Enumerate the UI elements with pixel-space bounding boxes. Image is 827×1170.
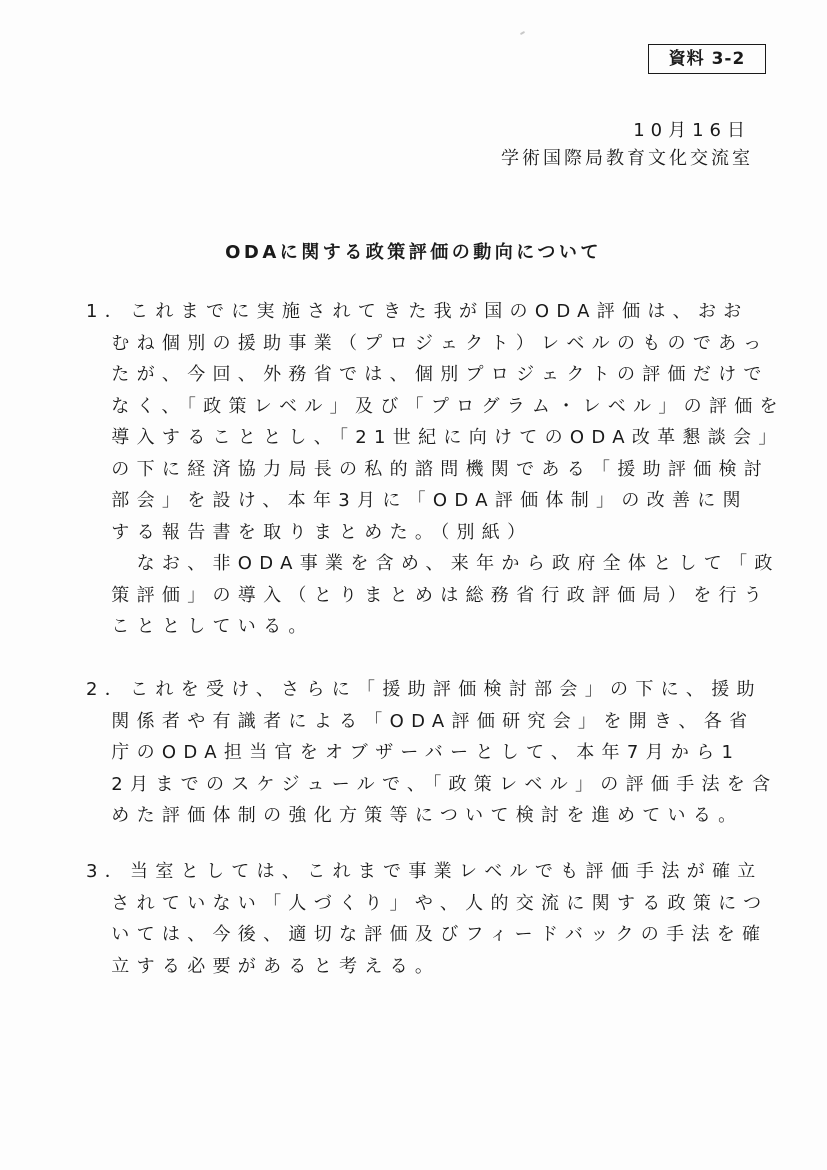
paragraph-line: 関係者や有識者による「ODA評価研究会」を開き、各省: [86, 710, 755, 732]
document-title: ODAに関する政策評価の動向について: [225, 242, 602, 263]
document-label-box: 資料 3-2: [648, 44, 766, 74]
paragraph-line: 3．当室としては、これまで事業レベルでも評価手法が確立: [86, 861, 763, 882]
scan-speck: [520, 31, 525, 35]
section-2: [86, 674, 778, 832]
paragraph-line: 立する必要があると考える。: [86, 955, 441, 977]
paragraph-line: こととしている。: [86, 616, 314, 637]
paragraph-line: の下に経済協力局長の私的諮問機関である「援助評価検討: [86, 458, 770, 480]
paragraph-line: 2月までのスケジュールで、「政策レベル」の評価手法を含: [86, 773, 778, 795]
section-1: [86, 296, 785, 643]
paragraph-line: 策評価」の導入（とりまとめは総務省行政評価局）を行う: [86, 584, 770, 606]
paragraph-line: めた評価体制の強化方策等について検討を進めている。: [86, 805, 744, 826]
paragraph-line: なく、「政策レベル」及び「プログラム・レベル」の評価を: [86, 395, 785, 417]
paragraph-line: いては、今後、適切な評価及びフィードバックの手法を確: [86, 924, 768, 945]
paragraph-line: されていない「人づくり」や、人的交流に関する政策につ: [86, 892, 769, 914]
paragraph-line: 1．これまでに実施されてきた我が国のODA評価は、おお: [86, 301, 749, 322]
paragraph-line: する報告書を取りまとめた。（別紙）: [86, 521, 533, 543]
paragraph-line: 導入することとし、「21世紀に向けてのODA改革懇談会」: [86, 427, 784, 448]
section-3: [86, 856, 769, 982]
paragraph-line: 部会」を設け、本年3月に「ODA評価体制」の改善に関: [86, 490, 748, 511]
paragraph-line: 2．これを受け、さらに「援助評価検討部会」の下に、援助: [86, 679, 762, 700]
issuing-office: 学術国際局教育文化交流室: [501, 148, 753, 169]
document-date: 10月16日: [633, 120, 751, 141]
paragraph-line: たが、今回、外務省では、個別プロジェクトの評価だけで: [86, 364, 769, 385]
paragraph-line: なお、非ODA事業を含め、来年から政府全体として「政: [86, 553, 780, 574]
paragraph-line: 庁のODA担当官をオブザーバーとして、本年7月から1: [86, 742, 741, 763]
paragraph-line: むね個別の援助事業（プロジェクト）レベルのものであっ: [86, 332, 769, 354]
